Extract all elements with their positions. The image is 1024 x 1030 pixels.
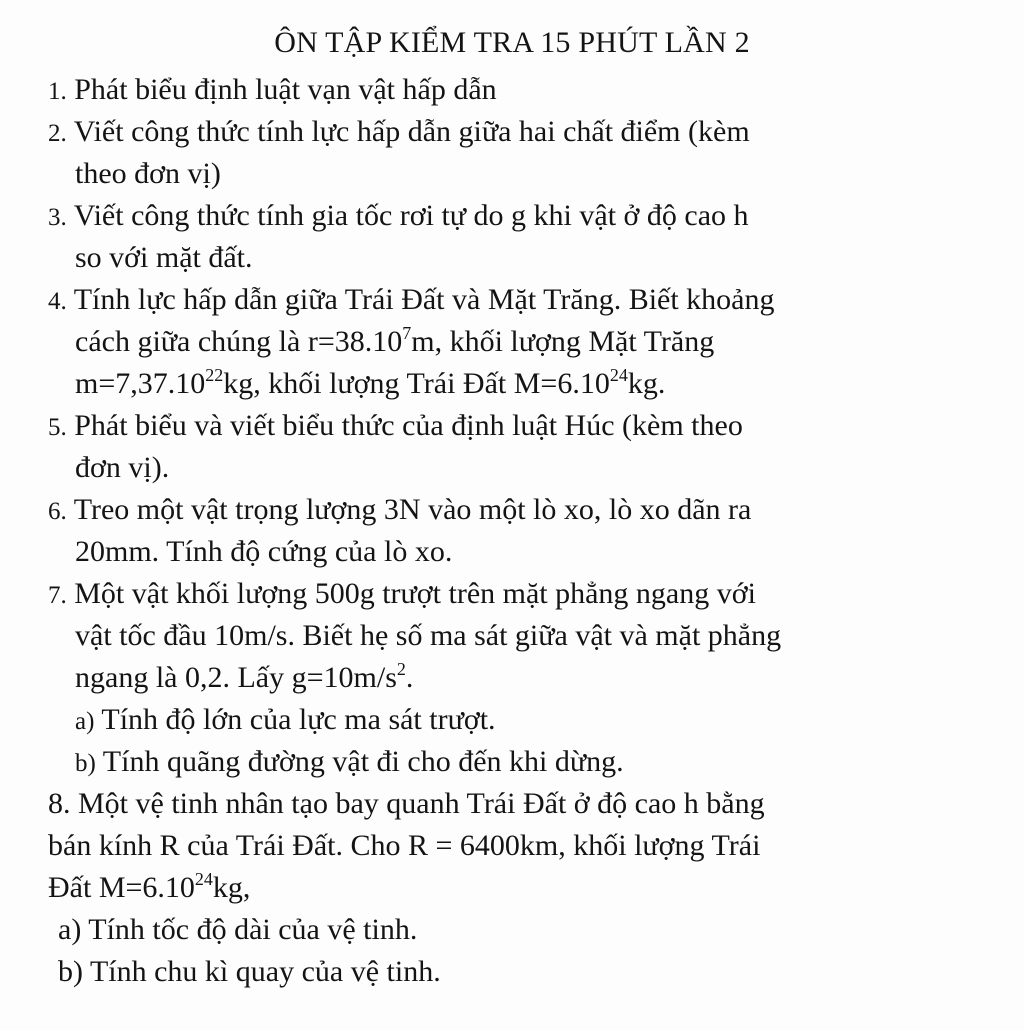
page-title: ÔN TẬP KIỂM TRA 15 PHÚT LẦN 2	[274, 26, 750, 59]
part-label: a)	[75, 708, 95, 735]
text-segment: kg,	[212, 871, 251, 904]
question-number: 6.	[48, 498, 67, 525]
question-5-line-1	[48, 408, 743, 446]
question-text: Viết công thức tính gia tốc rơi tự do g khi vật ở độ cao h	[73, 199, 749, 232]
question-number: 5.	[48, 414, 67, 441]
text-segment: kg, khối lượng Trái Đất M=6.10	[223, 367, 610, 400]
question-4-line-1	[48, 282, 775, 320]
question-8-line-2: bán kính R của Trái Đất. Cho R = 6400km, khối lượng Trái	[48, 829, 761, 862]
question-text: Viết công thức tính lực hấp dẫn giữa hai chất điểm (kèm	[73, 115, 750, 148]
question-3-line-2: so với mặt đất.	[75, 241, 253, 274]
text-segment: ngang là 0,2. Lấy g=10m/s	[75, 661, 397, 694]
part-text: Tính độ lớn của lực ma sát trượt.	[101, 703, 496, 736]
question-8-part-b: b) Tính chu kì quay của vệ tinh.	[58, 955, 441, 988]
question-text: Phát biểu và viết biểu thức của định luật Húc (kèm theo	[74, 409, 743, 442]
exponent: 7	[402, 323, 412, 343]
question-number: 3.	[48, 204, 67, 231]
question-number: 7.	[48, 582, 67, 609]
question-text: Một vật khối lượng 500g trượt trên mặt phẳng ngang với	[74, 577, 756, 610]
question-8-line-1: 8. Một vệ tinh nhân tạo bay quanh Trái Đất ở độ cao h bằng	[48, 787, 765, 820]
exponent: 22	[205, 365, 224, 385]
part-text: Tính quãng đường vật đi cho đến khi dừng.	[102, 745, 624, 778]
part-label: b)	[75, 750, 96, 777]
text-segment: kg.	[627, 367, 666, 400]
exponent: 24	[194, 869, 213, 889]
question-8-line-3	[48, 870, 250, 906]
question-text: Tính lực hấp dẫn giữa Trái Đất và Mặt Trăng. Biết khoảng	[73, 283, 775, 316]
question-7-part-b	[75, 744, 624, 782]
question-6-line-2: 20mm. Tính độ cứng của lò xo.	[75, 535, 453, 568]
text-segment: Đất M=6.10	[48, 871, 195, 904]
question-number: 4.	[48, 288, 67, 315]
text-segment: m=7,37.10	[75, 367, 206, 400]
question-3-line-1	[48, 198, 749, 236]
question-1	[48, 72, 497, 110]
exponent: 24	[609, 365, 628, 385]
question-7-line-1	[48, 576, 756, 614]
question-7-line-2: vật tốc đầu 10m/s. Biết hẹ số ma sát giữa vật và mặt phẳng	[75, 619, 782, 652]
exponent: 2	[396, 659, 406, 679]
question-4-line-2	[75, 324, 714, 360]
question-8-part-a: a) Tính tốc độ dài của vệ tinh.	[58, 913, 418, 946]
question-7-part-a	[75, 702, 496, 740]
question-7-line-3	[75, 660, 413, 696]
question-2-line-2: theo đơn vị)	[75, 157, 221, 190]
question-2-line-1	[48, 114, 750, 152]
question-6-line-1	[48, 492, 751, 530]
question-4-line-3	[75, 366, 665, 402]
text-segment: cách giữa chúng là r=38.10	[75, 325, 403, 358]
question-text: Treo một vật trọng lượng 3N vào một lò xo, lò xo dãn ra	[73, 493, 752, 526]
text-segment: .	[405, 661, 414, 694]
question-5-line-2: đơn vị).	[75, 451, 170, 484]
question-text: Phát biểu định luật vạn vật hấp dẫn	[74, 73, 497, 106]
question-number: 1.	[48, 78, 67, 105]
question-number: 2.	[48, 120, 67, 147]
text-segment: m, khối lượng Mặt Trăng	[411, 325, 715, 358]
